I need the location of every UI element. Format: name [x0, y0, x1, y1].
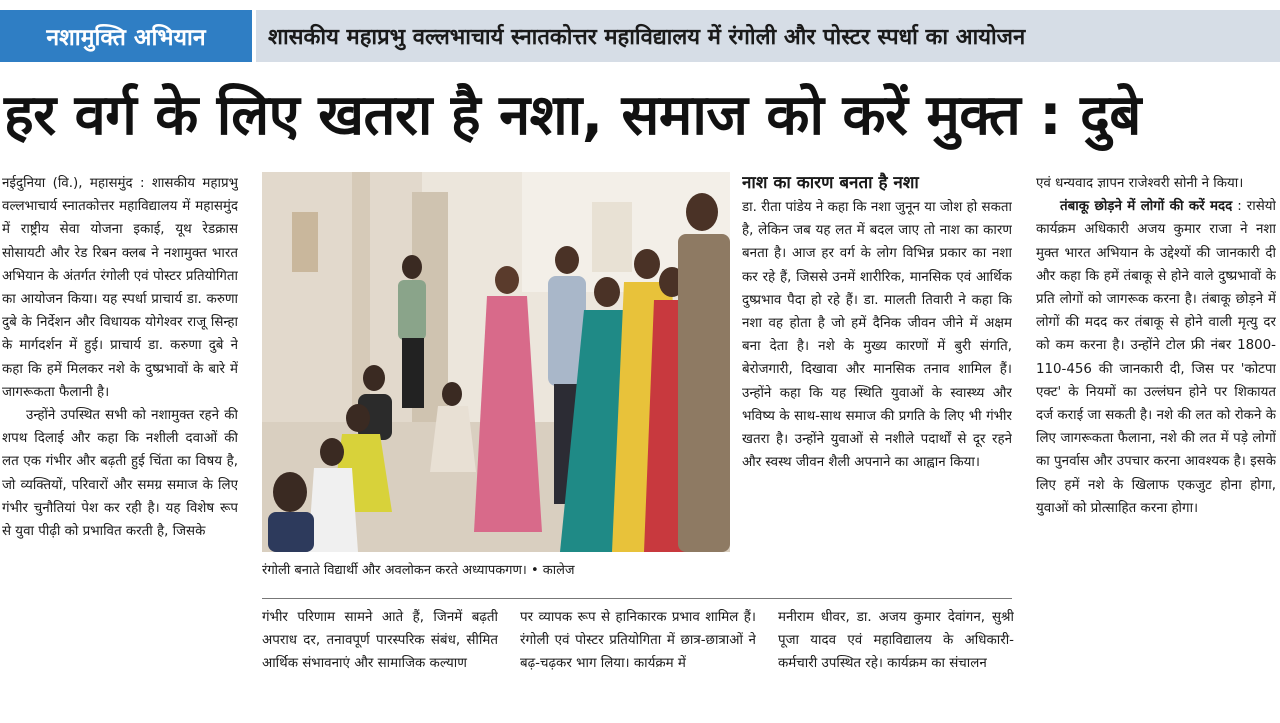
news-photo: [262, 172, 730, 552]
paragraph: पर व्यापक रूप से हानिकारक प्रभाव शामिल हैं। रंगोली एवं पोस्टर प्रतियोगिता में छात्र-छात्राओं ने बढ़-चढ़कर भाग लिया। कार्यक्रम में: [520, 610, 756, 672]
paragraph: नईदुनिया (वि.), महासमुंद : शासकीय महाप्रभु वल्लभाचार्य स्नातकोत्तर महाविद्यालय में महासमुंद में राष्ट्रीय सेवा योजना इकाई, यूथ रेडक्रास सोसायटी और रेड रिबन क्लब ने नशामुक्त भारत अभियान के अंतर्गत रंगोली एवं पोस्टर प्रतियोगिता का आयोजन किया। यह स्पर्धा प्राचार्य डा. करुणा दुबे के निर्देशन और विधायक योगेश्वर राजू सिन्हा के मार्गदर्शन में हुई। प्राचार्य डा. करुणा दुबे ने कहा कि हमें मिलकर नशे के दुष्प्रभावों के बारे में जागरूकता फैलानी है।: [2, 176, 238, 400]
photo-caption: रंगोली बनाते विद्यार्थी और अवलोकन करते अध्यापकगण। • कालेज: [262, 563, 575, 578]
kicker-headline: शासकीय महाप्रभु वल्लभाचार्य स्नातकोत्तर महाविद्यालय में रंगोली और पोस्टर स्पर्धा का आयोजन: [256, 10, 1280, 62]
paragraph-text: : रासेयो कार्यक्रम अधिकारी अजय कुमार राजा ने नशा मुक्त भारत अभियान के उद्देश्यों की जानकारी दी और कहा कि हमें तंबाकू से होने वाले दुष्प्रभावों के प्रति लोगों को जागरूक करना है। तंबाकू छोड़ने में लोगों की मदद कर तंबाकू से होने वाली मृत्यु दर को कम करना है। उन्होंने टोल फ्री नंबर 1800-110-456 की जानकारी दी, जिस पर 'कोटपा एक्ट' के नियमों का उल्लंघन होने पर शिकायत दर्ज कराई जा सकती है। नशे की लत को रोकने के लिए जागरूकता फैलाना, नशे की लत में पड़े लोगों का पुनर्वास और उपचार करना आवश्यक है। इसके लिए हमें नशे के खिलाफ एकजुट होना होगा, युवाओं को प्रोत्साहित करना होगा।: [1036, 199, 1276, 516]
paragraph: गंभीर परिणाम सामने आते हैं, जिनमें बढ़ती अपराध दर, तनावपूर्ण पारस्परिक संबंध, सीमित आर्थिक संभावनाएं और सामाजिक कल्याण: [262, 610, 498, 672]
section-tag: नशामुक्ति अभियान: [0, 10, 252, 62]
photo-illustration: [262, 172, 730, 552]
article-column-3: [742, 172, 1012, 584]
bottom-column-2: [520, 606, 756, 722]
subheading: नाश का कारण बनता है नशा: [742, 173, 919, 193]
header-bar: [0, 10, 1280, 62]
paragraph: एवं धन्यवाद ज्ञापन राजेश्वरी सोनी ने किया।: [1036, 176, 1244, 191]
bottom-column-1: [262, 606, 498, 722]
article-column-5: [1036, 172, 1276, 722]
paragraph: मनीराम धीवर, डा. अजय कुमार देवांगन, सुश्री पूजा यादव एवं महाविद्यालय के अधिकारी-कर्मचारी उपस्थित रहे। कार्यक्रम का संचालन: [778, 610, 1014, 672]
bottom-column-3: [778, 606, 1014, 722]
paragraph-with-subhead: [1036, 195, 1276, 520]
divider: [262, 598, 1012, 599]
main-headline: हर वर्ग के लिए खतरा है नशा, समाज को करें मुक्त : दुबे: [4, 83, 1141, 148]
article-column-1: [2, 172, 238, 722]
paragraph: उन्होंने उपस्थित सभी को नशामुक्त रहने की शपथ दिलाई और कहा कि नशीली दवाओं की लत एक गंभीर और बढ़ती हुई चिंता का विषय है, जो व्यक्तियों, परिवारों और समग्र समाज के लिए गंभीर चुनौतियां पेश कर रही है। यह विशेष रूप से युवा पीढ़ी को प्रभावित करती है, जिसके: [2, 408, 238, 540]
paragraph: डा. रीता पांडेय ने कहा कि नशा जुनून या जोश हो सकता है, लेकिन जब यह लत में बदल जाए तो नाश का कारण बनता है। आज हर वर्ग के लोग विभिन्न प्रकार का नशा कर रहे हैं, जिससे उनमें शारीरिक, मानसिक एवं आर्थिक दुष्प्रभाव पैदा हो रहे हैं। डा. मालती तिवारी ने कहा कि नशा वह होता है जो हमें दैनिक जीवन जीने में अक्षम बना देता है। नशे के मुख्य कारणों में बुरी संगति, बेरोजगारी, दिखावा और मानसिक तनाव शामिल हैं। उन्होंने कहा कि यह स्थिति युवाओं के स्वास्थ्य और भविष्य के साथ-साथ समाज की प्रगति के लिए भी गंभीर खतरा है। उन्होंने युवाओं से नशीले पदार्थों से दूर रहने और स्वस्थ जीवन शैली अपनाने का आह्वान किया।: [742, 200, 1012, 471]
subheading: तंबाकू छोड़ने में लोगों की करें मदद: [1060, 199, 1233, 215]
